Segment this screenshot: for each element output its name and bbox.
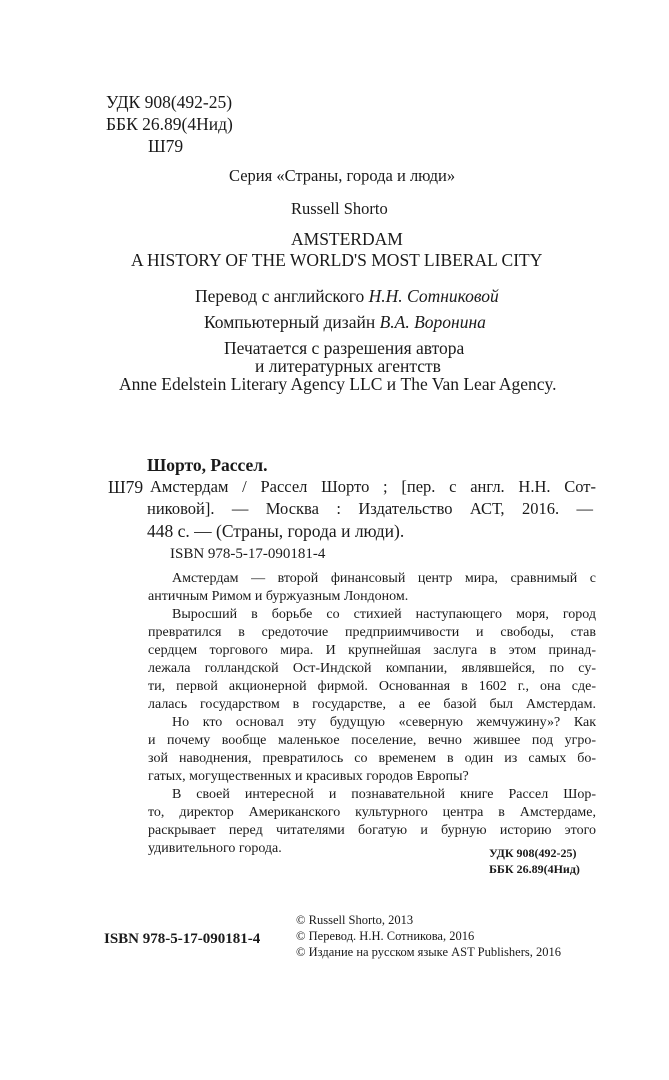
footer-bbk-code: ББК 26.89(4Нид) [489,862,580,876]
annotation-line: то, директор Американского культурного центра в Амстердаме, [148,805,596,820]
card-line-2: никовой]. — Москва : Издательство АСТ, 2016. — [147,499,593,518]
translation-label: Перевод с английского [195,286,369,306]
footer-udk-code: УДК 908(492-25) [489,846,577,860]
design-label: Компьютерный дизайн [204,312,380,332]
translator-name: Н.Н. Сотниковой [368,286,499,306]
permission-line-1: Печатается с разрешения автора [224,338,465,358]
annotation-line: Амстердам — второй финансовый центр мира, сравнимый с [172,571,596,586]
copyright-line: © Russell Shorto, 2013 [296,913,414,927]
annotation-line: превратился в средоточие предприимчивости и свободы, став [148,625,596,640]
annotation-line: гатых, могущественных и красивых городов Европы? [148,769,469,784]
card-author-mark: Ш79 [108,477,144,497]
original-author: Russell Shorto [291,199,388,218]
annotation-line: и почему вообще маленькое поселение, вечно жившее под угро- [148,733,596,748]
udk-code: УДК 908(492-25) [106,92,233,112]
card-heading: Шорто, Рассел. [147,455,268,475]
annotation-line: сердцем торгового мира. И крупнейшая заслуга в этом принад- [148,643,596,658]
annotation-line: В своей интересной и познавательной книге Рассел Шор- [172,787,596,802]
card-isbn: ISBN 978-5-17-090181-4 [170,546,326,562]
annotation-line: раскрывает перед читателями богатую и бурную историю этого [148,823,596,838]
author-mark: Ш79 [148,136,184,156]
designer-name: В.А. Воронина [379,312,486,332]
card-line-1: Амстердам / Рассел Шорто ; [пер. с англ. Н.Н. Сот- [150,477,596,496]
permission-line-3: Anne Edelstein Literary Agency LLC и The Van Lear Agency. [119,374,557,394]
copyright-line: © Издание на русском языке AST Publishers, 2016 [296,945,561,959]
annotation-line: зой наводнения, превратилось со временем в один из самых бо- [148,751,596,766]
design-credit [204,312,486,333]
annotation-line: ти, первой акционерной фирмой. Основанная в 1602 г., она сде- [148,679,596,694]
bbk-code: ББК 26.89(4Нид) [106,114,233,134]
copyright-line: © Перевод. Н.Н. Сотникова, 2016 [296,929,475,943]
translation-credit [195,286,499,307]
annotation-line: Выросший в борьбе со стихией наступающего моря, город [172,607,596,622]
footer-isbn: ISBN 978-5-17-090181-4 [104,931,261,947]
annotation-line: удивительного города. [148,841,282,856]
annotation-line: античным Римом и буржуазным Лондоном. [148,589,409,604]
original-subtitle: A HISTORY OF THE WORLD'S MOST LIBERAL CITY [131,250,543,270]
series-title: Серия «Страны, города и люди» [229,166,456,185]
annotation-line: лежала голландской Ост-Индской компании, являвшейся, по су- [148,661,596,676]
annotation-line: лалась государством в государстве, а ее базой был Амстердам. [148,697,596,712]
permission-line-2: и литературных агентств [255,356,441,376]
card-line-3: 448 с. — (Страны, города и люди). [147,521,405,541]
original-title: AMSTERDAM [291,229,403,249]
annotation-line: Но кто основал эту будущую «северную жемчужину»? Как [172,715,596,730]
